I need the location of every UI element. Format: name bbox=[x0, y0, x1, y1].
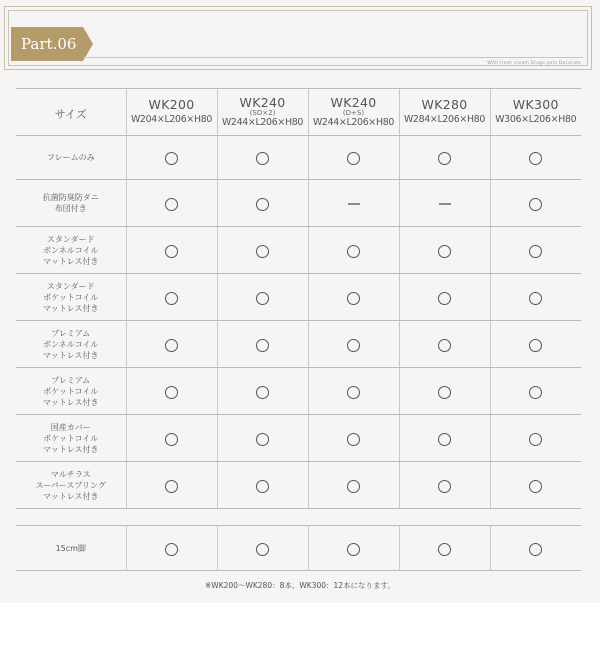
available-circle-icon bbox=[438, 480, 451, 493]
available-circle-icon bbox=[256, 339, 269, 352]
available-circle-icon bbox=[256, 292, 269, 305]
availability-cell bbox=[126, 321, 217, 368]
available-circle-icon bbox=[256, 198, 269, 211]
availability-cell bbox=[217, 368, 308, 415]
table-header-row bbox=[16, 89, 581, 136]
availability-cell bbox=[399, 321, 490, 368]
available-circle-icon bbox=[438, 245, 451, 258]
availability-cell bbox=[126, 227, 217, 274]
available-circle-icon bbox=[529, 480, 542, 493]
available-circle-icon bbox=[256, 433, 269, 446]
availability-cell bbox=[490, 136, 581, 180]
availability-cell bbox=[308, 180, 399, 227]
table-row bbox=[16, 526, 581, 571]
header-subtitle: With fresh cream Drugs pets Decorate bbox=[487, 61, 581, 66]
row-label-cell bbox=[16, 415, 126, 462]
model-dimensions: W284×L206×H80 bbox=[403, 114, 486, 125]
model-variant: (SD×2) bbox=[249, 108, 276, 117]
availability-cell bbox=[308, 415, 399, 462]
column-header bbox=[490, 89, 581, 136]
availability-cell bbox=[399, 180, 490, 227]
table-row bbox=[16, 415, 581, 462]
availability-cell bbox=[308, 321, 399, 368]
row-label: スタンダード ボンネルコイル マットレス付き bbox=[42, 234, 99, 266]
row-label: スタンダード ポケットコイル マットレス付き bbox=[43, 281, 99, 313]
available-circle-icon bbox=[438, 292, 451, 305]
model-variant: (D+S) bbox=[342, 108, 365, 117]
row-label: 15cm脚 bbox=[55, 543, 86, 553]
availability-cell bbox=[308, 368, 399, 415]
table-row bbox=[16, 136, 581, 180]
model-name: WK240 bbox=[239, 94, 286, 110]
available-circle-icon bbox=[165, 339, 178, 352]
available-circle-icon bbox=[256, 480, 269, 493]
column-header bbox=[399, 89, 490, 136]
availability-cell bbox=[490, 321, 581, 368]
availability-cell bbox=[126, 526, 217, 571]
available-circle-icon bbox=[347, 339, 360, 352]
part-label: Part.06 bbox=[11, 27, 83, 61]
row-label-cell bbox=[16, 368, 126, 415]
row-label-cell bbox=[16, 180, 126, 227]
available-circle-icon bbox=[347, 433, 360, 446]
availability-cell bbox=[217, 136, 308, 180]
availability-cell bbox=[490, 227, 581, 274]
available-circle-icon bbox=[438, 339, 451, 352]
availability-cell bbox=[490, 415, 581, 462]
available-circle-icon bbox=[438, 152, 451, 165]
table-row bbox=[16, 274, 581, 321]
availability-cell bbox=[217, 321, 308, 368]
available-circle-icon bbox=[256, 152, 269, 165]
column-header bbox=[126, 89, 217, 136]
table-row bbox=[16, 462, 581, 509]
availability-cell bbox=[490, 368, 581, 415]
footnote: ※WK200〜WK280：8本、WK300：12本になります。 bbox=[205, 581, 395, 590]
row-label: 国産カバー ポケットコイル マットレス付き bbox=[43, 422, 99, 454]
availability-cell bbox=[217, 415, 308, 462]
availability-cell bbox=[217, 526, 308, 571]
legs-table-body bbox=[16, 526, 581, 571]
row-label-cell bbox=[16, 227, 126, 274]
row-label: マルチラス スーパースプリング マットレス付き bbox=[35, 469, 106, 501]
row-label-cell bbox=[16, 274, 126, 321]
availability-cell bbox=[399, 227, 490, 274]
row-label: プレミアム ボンネルコイル マットレス付き bbox=[42, 328, 99, 360]
available-circle-icon bbox=[347, 543, 360, 556]
table-row bbox=[16, 180, 581, 227]
section-header bbox=[4, 6, 592, 70]
available-circle-icon bbox=[529, 339, 542, 352]
model-dimensions: W204×L206×H80 bbox=[130, 114, 213, 125]
available-circle-icon bbox=[165, 480, 178, 493]
availability-cell bbox=[490, 462, 581, 509]
available-circle-icon bbox=[165, 292, 178, 305]
table-row bbox=[16, 321, 581, 368]
availability-cell bbox=[399, 136, 490, 180]
available-circle-icon bbox=[347, 245, 360, 258]
availability-cell bbox=[217, 180, 308, 227]
availability-cell bbox=[126, 368, 217, 415]
availability-cell bbox=[126, 180, 217, 227]
row-label: フレームのみ bbox=[46, 153, 95, 162]
available-circle-icon bbox=[438, 543, 451, 556]
availability-cell bbox=[490, 274, 581, 321]
available-circle-icon bbox=[165, 245, 178, 258]
column-header bbox=[308, 89, 399, 136]
available-circle-icon bbox=[438, 433, 451, 446]
available-circle-icon bbox=[529, 292, 542, 305]
available-circle-icon bbox=[529, 198, 542, 211]
available-circle-icon bbox=[347, 292, 360, 305]
available-circle-icon bbox=[529, 433, 542, 446]
availability-cell bbox=[399, 274, 490, 321]
availability-cell bbox=[399, 526, 490, 571]
available-circle-icon bbox=[165, 386, 178, 399]
available-circle-icon bbox=[347, 480, 360, 493]
availability-cell bbox=[126, 136, 217, 180]
availability-cell bbox=[217, 462, 308, 509]
available-circle-icon bbox=[347, 386, 360, 399]
available-circle-icon bbox=[529, 152, 542, 165]
available-circle-icon bbox=[529, 543, 542, 556]
availability-cell bbox=[308, 227, 399, 274]
model-name: WK240 bbox=[330, 94, 377, 110]
availability-cell bbox=[126, 462, 217, 509]
availability-cell bbox=[308, 274, 399, 321]
availability-cell bbox=[308, 136, 399, 180]
availability-cell bbox=[399, 368, 490, 415]
size-spec-table bbox=[16, 88, 581, 571]
row-label-cell bbox=[16, 526, 126, 571]
availability-cell bbox=[490, 180, 581, 227]
size-header-cell bbox=[16, 89, 126, 136]
available-circle-icon bbox=[256, 245, 269, 258]
unavailable-dash-icon bbox=[348, 203, 360, 205]
available-circle-icon bbox=[256, 543, 269, 556]
row-label-cell bbox=[16, 462, 126, 509]
availability-cell bbox=[217, 274, 308, 321]
availability-cell bbox=[399, 415, 490, 462]
model-name: WK280 bbox=[421, 97, 468, 112]
model-dimensions: W244×L206×H80 bbox=[221, 116, 304, 128]
row-label-cell bbox=[16, 136, 126, 180]
table-body bbox=[16, 136, 581, 509]
availability-cell bbox=[399, 462, 490, 509]
model-dimensions: W244×L206×H80 bbox=[312, 116, 395, 128]
available-circle-icon bbox=[347, 152, 360, 165]
availability-cell bbox=[490, 526, 581, 571]
availability-cell bbox=[126, 274, 217, 321]
model-name: WK200 bbox=[148, 97, 195, 112]
availability-cell bbox=[308, 526, 399, 571]
unavailable-dash-icon bbox=[439, 203, 451, 205]
available-circle-icon bbox=[165, 198, 178, 211]
size-header-label: サイズ bbox=[54, 107, 87, 121]
column-header bbox=[217, 89, 308, 136]
available-circle-icon bbox=[529, 386, 542, 399]
row-label: プレミアム ポケットコイル マットレス付き bbox=[43, 375, 99, 407]
available-circle-icon bbox=[165, 433, 178, 446]
available-circle-icon bbox=[165, 543, 178, 556]
available-circle-icon bbox=[256, 386, 269, 399]
availability-cell bbox=[126, 415, 217, 462]
availability-cell bbox=[308, 462, 399, 509]
row-label-cell bbox=[16, 321, 126, 368]
model-name: WK300 bbox=[512, 97, 559, 112]
model-dimensions: W306×L206×H80 bbox=[495, 114, 577, 125]
table-spacer-row bbox=[16, 509, 581, 526]
available-circle-icon bbox=[529, 245, 542, 258]
table-row bbox=[16, 227, 581, 274]
row-label: 抗菌防臭防ダニ 布団付き bbox=[42, 193, 99, 213]
table-row bbox=[16, 368, 581, 415]
header-divider bbox=[83, 57, 583, 58]
available-circle-icon bbox=[438, 386, 451, 399]
availability-cell bbox=[217, 227, 308, 274]
available-circle-icon bbox=[165, 152, 178, 165]
